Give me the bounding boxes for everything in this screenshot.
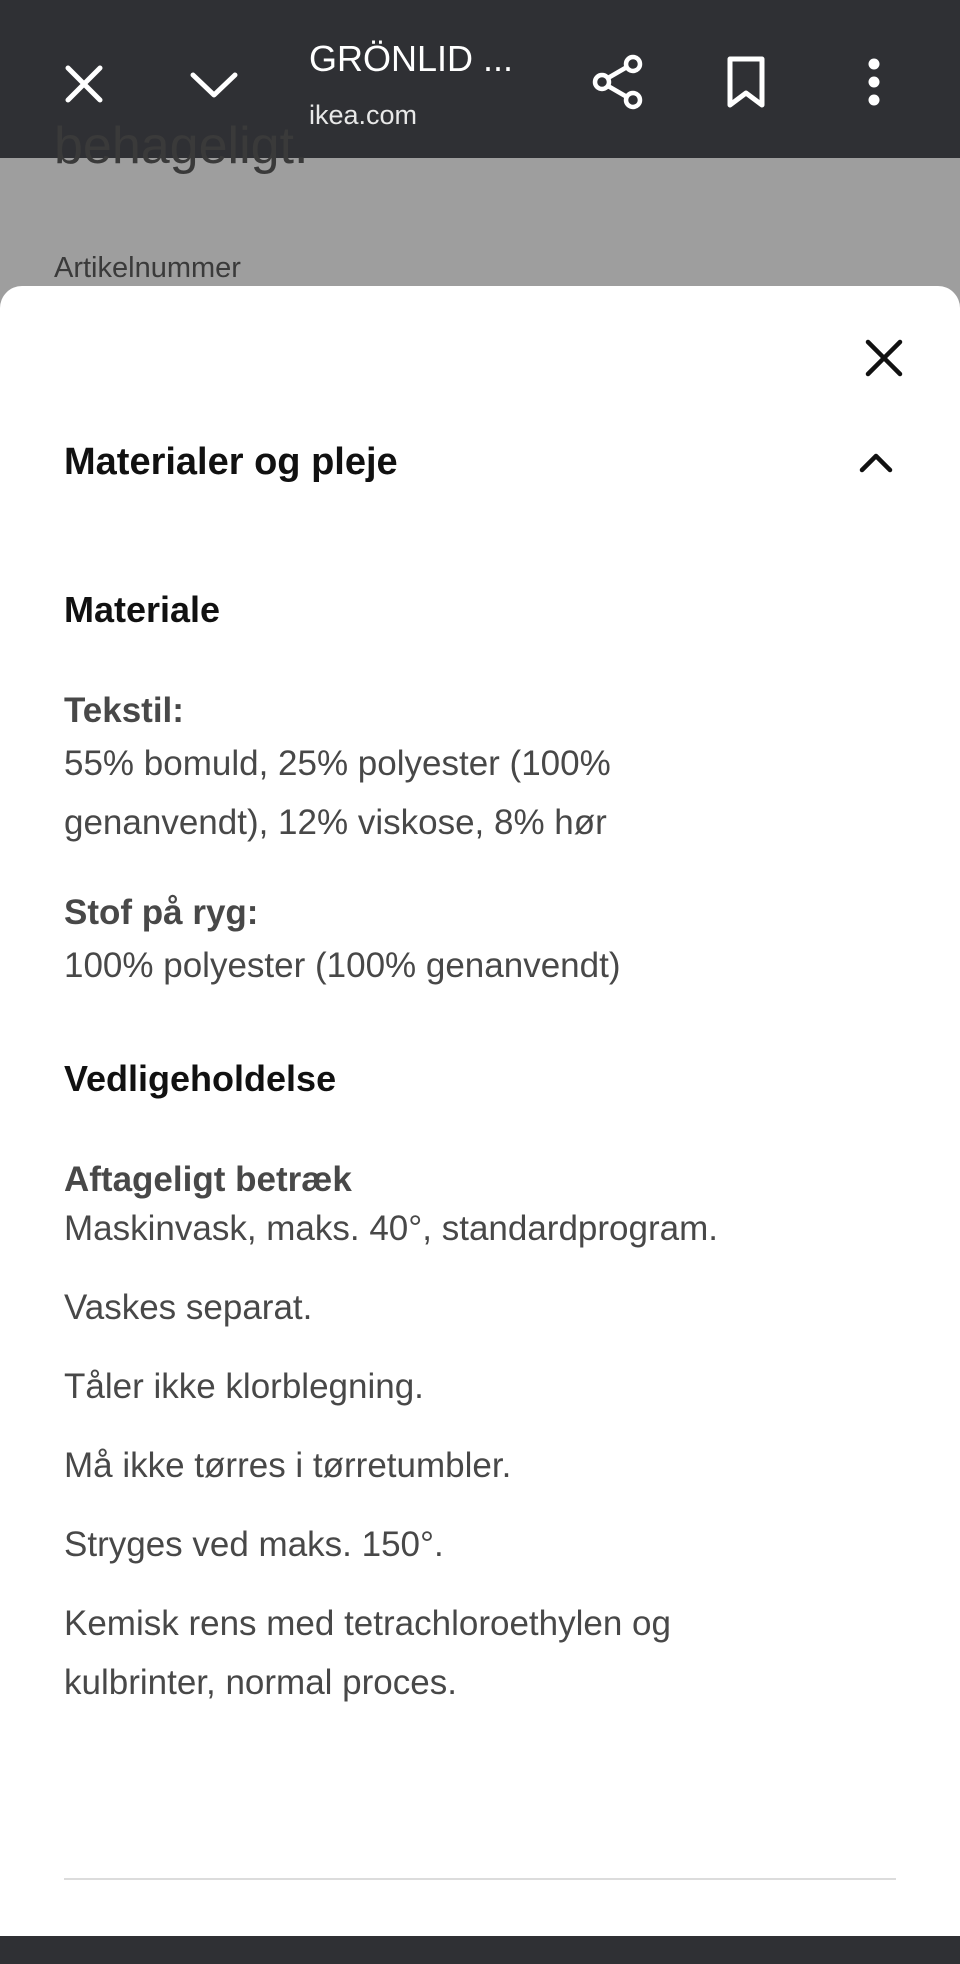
close-icon [862,336,906,380]
care-line: Kemisk rens med tetrachloroethylen og kulbrinter, normal proces. [64,1604,671,1702]
section-content [64,586,904,1712]
backing-text: 100% polyester (100% genanvendt) [64,946,621,985]
share-icon [591,54,645,110]
more-menu-button[interactable] [848,52,900,112]
page-url: ikea.com [309,100,418,130]
minimize-button[interactable] [184,56,244,112]
care-line: Vaskes separat. [64,1288,313,1327]
share-button[interactable] [588,52,648,112]
cover-label: Aftageligt betræk [64,1160,352,1199]
background-page [0,117,960,288]
backing-label: Stof på ryg: [64,893,259,932]
bottom-bar [0,1936,960,1964]
background-label: Artikelnummer [54,252,241,284]
close-icon [62,62,106,106]
close-tab-button[interactable] [56,56,112,112]
bottom-sheet [0,286,960,1936]
divider [64,1878,896,1880]
chevron-up-icon [858,450,894,474]
bookmark-icon [726,55,766,109]
care-line: Stryges ved maks. 150°. [64,1525,444,1564]
care-line: Tåler ikke klorblegning. [64,1367,424,1406]
care-line: Maskinvask, maks. 40°, standardprogram. [64,1209,718,1248]
section-title: Materialer og pleje [64,440,398,483]
bookmark-button[interactable] [718,52,774,112]
textile-text: 55% bomuld, 25% polyester (100% genanvendt), 12% viskose, 8% hør [64,744,611,842]
textile-label: Tekstil: [64,691,184,730]
sheet-close-button[interactable] [862,336,906,380]
page-title: GRÖNLID ... [309,38,514,79]
more-vert-icon [866,57,882,107]
chevron-down-icon [189,67,239,101]
care-line: Må ikke tørres i tørretumbler. [64,1446,512,1485]
background-heading: behageligt. [54,117,309,175]
section-header-materials-care[interactable] [64,432,894,492]
material-heading: Materiale [64,589,221,630]
care-heading: Vedligeholdelse [64,1058,337,1099]
